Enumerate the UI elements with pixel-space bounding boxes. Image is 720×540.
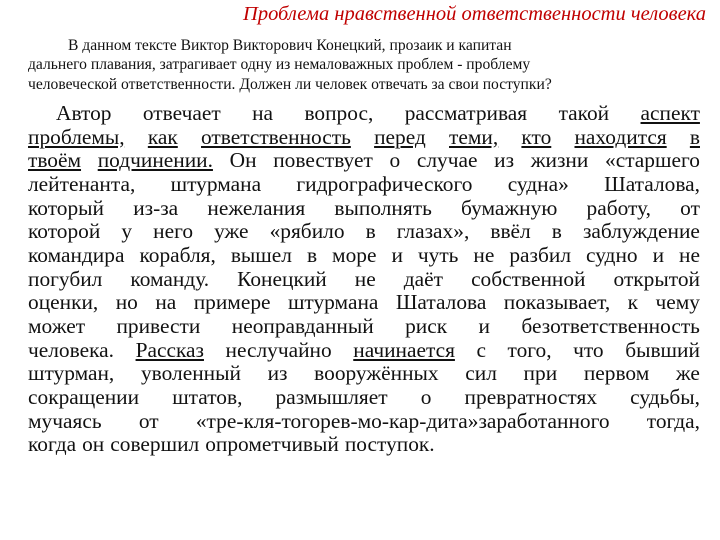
essay-word: с bbox=[476, 337, 486, 362]
essay-word: неслучайно bbox=[225, 337, 332, 362]
essay-line bbox=[28, 126, 700, 150]
essay-word: безответственность bbox=[521, 313, 700, 338]
essay-word: начинается bbox=[353, 337, 455, 362]
essay-word: штурман, bbox=[28, 361, 115, 386]
essay-word: командира bbox=[28, 242, 125, 267]
essay-line bbox=[28, 410, 700, 434]
essay-word: лейтенанта, bbox=[28, 171, 136, 196]
essay-word: мучаясь bbox=[28, 408, 102, 433]
essay-word: из bbox=[267, 361, 288, 386]
essay-word: бумажную bbox=[461, 195, 558, 220]
essay-word: судна» bbox=[507, 171, 569, 196]
essay-line bbox=[28, 220, 700, 244]
essay-word: повествует bbox=[273, 148, 373, 173]
essay-word: уже bbox=[214, 219, 249, 244]
essay-word: Шаталова bbox=[395, 290, 487, 315]
essay-word: рассматривая bbox=[404, 101, 528, 125]
essay-word: примере bbox=[193, 290, 271, 315]
essay-word: «тре-кля-тогорев-мо-кар-дита»заработанного bbox=[195, 408, 610, 433]
essay-line bbox=[28, 339, 700, 363]
essay-word: штурмана bbox=[170, 171, 262, 196]
essay-word: перед bbox=[374, 124, 426, 149]
essay-word: тогда, bbox=[646, 408, 700, 433]
essay-word: при bbox=[523, 361, 558, 386]
essay-line bbox=[28, 386, 700, 410]
essay-word: и bbox=[652, 242, 665, 267]
essay-line bbox=[28, 362, 700, 386]
intro-line: человеческой ответственности. Должен ли человек отвечать за свои поступки? bbox=[28, 75, 552, 93]
essay-word: «рябило bbox=[269, 219, 345, 244]
essay-word: не bbox=[679, 242, 700, 267]
essay-word: гидрографического bbox=[296, 171, 473, 196]
essay-word: Конецкий bbox=[237, 266, 327, 291]
essay-word: что bbox=[573, 337, 604, 362]
essay-word: бывший bbox=[625, 337, 700, 362]
essay-word: выполнять bbox=[334, 195, 432, 220]
essay-word: твоём bbox=[28, 148, 82, 173]
essay-word: превратностях bbox=[464, 384, 598, 409]
essay-word: вышел bbox=[230, 242, 292, 267]
essay-word: оценки, bbox=[28, 290, 99, 315]
essay-word: аспект bbox=[640, 101, 700, 125]
essay-word: разбил bbox=[509, 242, 572, 267]
essay-word: на bbox=[155, 290, 177, 315]
essay-word: случае bbox=[416, 148, 478, 173]
essay-word: корабля, bbox=[139, 242, 216, 267]
essay-word: сокращении bbox=[28, 384, 140, 409]
essay-word: штатов, bbox=[172, 384, 243, 409]
essay-word: как bbox=[147, 124, 178, 149]
essay-word: судьбы, bbox=[630, 384, 700, 409]
essay-word: не bbox=[354, 266, 376, 291]
essay-word: которой bbox=[28, 219, 101, 244]
essay-line bbox=[28, 268, 700, 292]
essay-paragraph bbox=[28, 102, 700, 457]
essay-word: вопрос, bbox=[304, 101, 374, 125]
intro-line: В данном тексте Виктор Викторович Конецкий, прозаик и капитан bbox=[68, 37, 512, 54]
essay-line bbox=[28, 149, 700, 173]
essay-word: жизни bbox=[530, 148, 589, 173]
essay-word: в bbox=[365, 219, 376, 244]
essay-word: подчинении. bbox=[97, 148, 213, 173]
essay-word: вооружённых bbox=[314, 361, 439, 386]
essay-word: собственной bbox=[471, 266, 586, 291]
essay-word: Шаталова, bbox=[604, 171, 700, 196]
essay-word: море bbox=[332, 242, 377, 267]
essay-word: «старшего bbox=[605, 148, 700, 173]
essay-word: человека. bbox=[28, 337, 115, 362]
intro-line: дальнего плавания, затрагивает одну из немаловажных проблем - проблему bbox=[28, 56, 531, 74]
essay-word: не bbox=[473, 242, 495, 267]
essay-word: чуть bbox=[417, 242, 459, 267]
essay-word: неоправданный bbox=[231, 313, 374, 338]
essay-word: находится bbox=[574, 124, 667, 149]
essay-word: он bbox=[82, 432, 105, 457]
essay-line bbox=[28, 102, 700, 126]
essay-word: о bbox=[420, 384, 432, 409]
essay-word: Рассказ bbox=[135, 337, 204, 362]
essay-word: к bbox=[627, 290, 639, 315]
essay-word: команду. bbox=[130, 266, 210, 291]
page-title: Проблема нравственной ответственности человека bbox=[243, 3, 706, 25]
essay-word: совершил bbox=[110, 432, 200, 457]
essay-word: проблемы, bbox=[28, 124, 125, 149]
essay-word: даёт bbox=[403, 266, 444, 291]
essay-line bbox=[28, 291, 700, 315]
essay-word: глазах», bbox=[396, 219, 470, 244]
essay-word: работу, bbox=[586, 195, 651, 220]
essay-word: о bbox=[389, 148, 401, 173]
essay-word: в bbox=[551, 219, 562, 244]
essay-word: в bbox=[689, 124, 700, 149]
essay-word: же bbox=[675, 361, 700, 386]
essay-word: судно bbox=[586, 242, 638, 267]
essay-word: но bbox=[115, 290, 138, 315]
essay-word: теми, bbox=[449, 124, 499, 149]
essay-word: привести bbox=[116, 313, 201, 338]
essay-word: ответственность bbox=[201, 124, 351, 149]
essay-word: в bbox=[306, 242, 318, 267]
essay-word: у bbox=[121, 219, 133, 244]
essay-word: и bbox=[391, 242, 403, 267]
essay-word: на bbox=[252, 101, 274, 125]
essay-word: отвечает bbox=[142, 101, 221, 125]
essay-word: который bbox=[28, 195, 104, 220]
essay-word: поступок. bbox=[344, 432, 435, 457]
essay-word: кто bbox=[521, 124, 552, 149]
essay-line bbox=[28, 244, 700, 268]
essay-line bbox=[28, 197, 700, 221]
essay-word: того, bbox=[507, 337, 552, 362]
essay-word: и bbox=[478, 313, 490, 338]
essay-word: первом bbox=[583, 361, 650, 386]
essay-word: из bbox=[494, 148, 515, 173]
essay-word: от bbox=[680, 195, 700, 220]
essay-word: когда bbox=[28, 432, 77, 457]
essay-word: уволенный bbox=[140, 361, 241, 386]
essay-line bbox=[28, 433, 700, 457]
essay-word: от bbox=[138, 408, 159, 433]
essay-word: заблуждение bbox=[582, 219, 700, 244]
essay-line bbox=[28, 315, 700, 339]
essay-word: размышляет bbox=[275, 384, 388, 409]
essay-word: ввёл bbox=[490, 219, 531, 244]
essay-word: может bbox=[28, 313, 86, 338]
essay-word: опрометчивый bbox=[205, 432, 339, 457]
essay-word: открытой bbox=[613, 266, 700, 291]
essay-word: из-за bbox=[133, 195, 179, 220]
essay-word: погубил bbox=[28, 266, 103, 291]
intro-paragraph bbox=[28, 36, 708, 94]
essay-word: показывает, bbox=[503, 290, 611, 315]
essay-word: штурмана bbox=[287, 290, 379, 315]
essay-word: нежелания bbox=[207, 195, 306, 220]
essay-word: чему bbox=[655, 290, 700, 315]
essay-word: сил bbox=[465, 361, 497, 386]
essay-word: такой bbox=[558, 101, 610, 125]
essay-line bbox=[28, 173, 700, 197]
essay-word: Он bbox=[229, 148, 257, 173]
essay-word: риск bbox=[405, 313, 448, 338]
essay-word: Автор bbox=[56, 101, 112, 125]
essay-word: него bbox=[153, 219, 194, 244]
